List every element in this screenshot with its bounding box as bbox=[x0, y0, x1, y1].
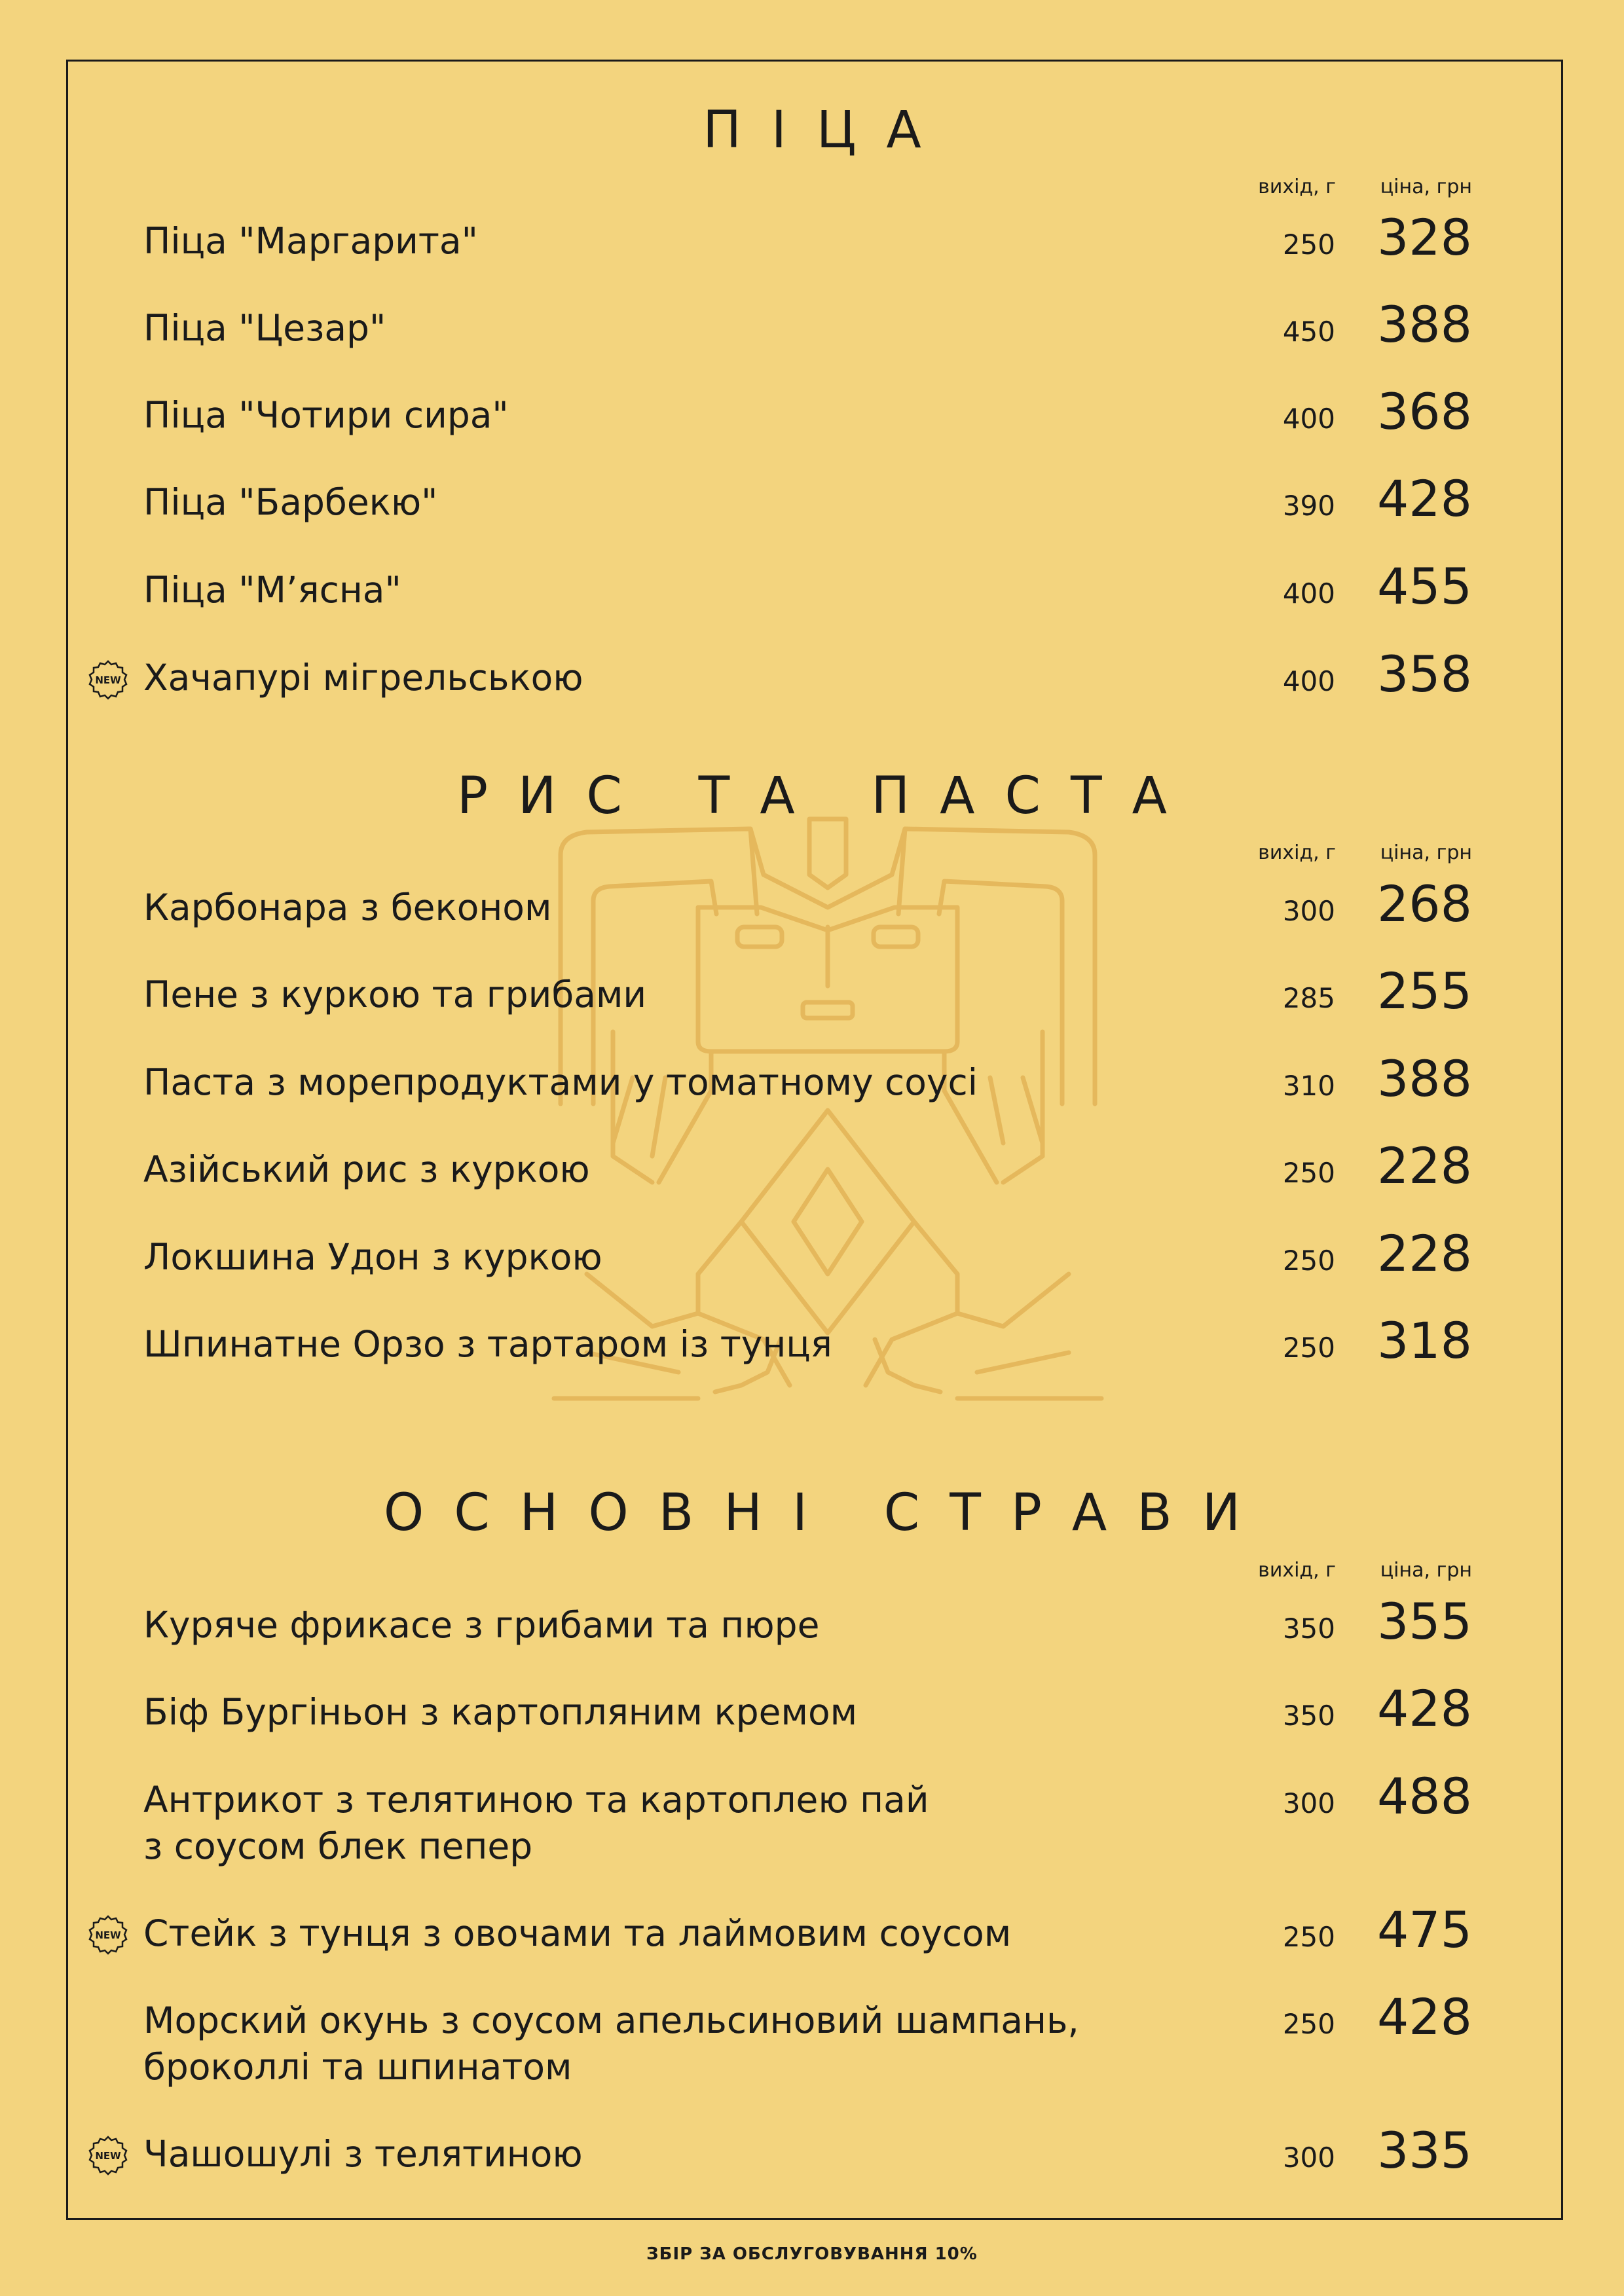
column-header-weight: вихід, г bbox=[1258, 1559, 1336, 1582]
menu-item-price: 228 bbox=[1376, 1224, 1472, 1283]
new-badge-label: NEW bbox=[95, 1929, 121, 1941]
menu-item-price: 455 bbox=[1376, 557, 1472, 615]
menu-item-price: 475 bbox=[1376, 1901, 1472, 1959]
menu-item-weight: 400 bbox=[1282, 577, 1335, 610]
menu-item-name: Антрикот з телятиною та картоплею пай bbox=[143, 1779, 929, 1821]
menu-item-name: Піца "М’ясна" bbox=[143, 569, 401, 611]
menu-item-name: Локшина Удон з куркою bbox=[143, 1236, 602, 1278]
menu-item-name: Чашошулі з телятиною bbox=[143, 2133, 583, 2175]
new-badge-icon bbox=[88, 1915, 128, 1956]
menu-item-price: 255 bbox=[1376, 962, 1472, 1020]
menu-item-name: Шпинатне Орзо з тартаром із тунця bbox=[143, 1323, 832, 1365]
menu-item-price: 318 bbox=[1376, 1311, 1472, 1370]
column-header-price: ціна, грн bbox=[1380, 175, 1472, 198]
menu-item-weight: 300 bbox=[1282, 895, 1335, 927]
menu-item-weight: 350 bbox=[1282, 1700, 1335, 1732]
section-title-rice-pasta: РИС ТА ПАСТА bbox=[457, 767, 1197, 826]
menu-item-weight: 300 bbox=[1282, 2141, 1335, 2174]
column-header-price: ціна, грн bbox=[1380, 1559, 1472, 1582]
menu-item-price: 355 bbox=[1376, 1592, 1472, 1650]
menu-item-name: Піца "Барбекю" bbox=[143, 481, 438, 523]
menu-item-name: Піца "Цезар" bbox=[143, 307, 386, 349]
menu-item-name: Пене з куркою та грибами bbox=[143, 974, 647, 1015]
menu-item-weight: 390 bbox=[1282, 490, 1335, 522]
menu-item-weight: 285 bbox=[1282, 982, 1335, 1014]
menu-item-price: 428 bbox=[1376, 1988, 1472, 2046]
menu-item-price: 428 bbox=[1376, 469, 1472, 528]
menu-item-weight: 350 bbox=[1282, 1613, 1335, 1645]
column-header-weight: вихід, г bbox=[1258, 175, 1336, 198]
menu-item-weight: 250 bbox=[1282, 2008, 1335, 2040]
menu-item-weight: 250 bbox=[1282, 1921, 1335, 1953]
new-badge-label: NEW bbox=[95, 674, 121, 686]
menu-item-name: Піца "Чотири сира" bbox=[143, 394, 509, 436]
service-charge-note: ЗБІР ЗА ОБСЛУГОВУВАННЯ 10% bbox=[646, 2244, 978, 2264]
menu-item-weight: 250 bbox=[1282, 228, 1335, 261]
menu-item-name: Карбонара з беконом bbox=[143, 886, 552, 928]
new-badge-icon bbox=[88, 2136, 128, 2176]
menu-item-price: 358 bbox=[1376, 645, 1472, 703]
section-title-main-dishes: ОСНОВНІ СТРАВИ bbox=[383, 1484, 1271, 1542]
menu-item-name-line2: броколлі та шпинатом bbox=[143, 2046, 572, 2088]
menu-item-weight: 250 bbox=[1282, 1157, 1335, 1189]
menu-item-name: Куряче фрикасе з грибами та пюре bbox=[143, 1604, 820, 1646]
menu-item-name: Біф Бургіньон з картопляним кремом bbox=[143, 1691, 858, 1733]
menu-item-name: Паста з морепродуктами у томатному соусі bbox=[143, 1061, 978, 1103]
menu-item-name: Стейк з тунця з овочами та лаймовим соусом bbox=[143, 1912, 1012, 1954]
menu-item-weight: 250 bbox=[1282, 1245, 1335, 1277]
menu-item-price: 228 bbox=[1376, 1137, 1472, 1195]
menu-item-weight: 250 bbox=[1282, 1332, 1335, 1364]
menu-item-price: 388 bbox=[1376, 1049, 1472, 1108]
menu-item-price: 428 bbox=[1376, 1679, 1472, 1738]
menu-item-price: 488 bbox=[1376, 1767, 1472, 1825]
menu-item-name-line2: з соусом блек пепер bbox=[143, 1825, 533, 1867]
menu-item-name: Морский окунь з соусом апельсиновий шампань, bbox=[143, 1999, 1079, 2041]
menu-item-name: Хачапурі мігрельською bbox=[143, 657, 583, 699]
menu-item-name: Азійський рис з куркою bbox=[143, 1148, 590, 1190]
column-header-price: ціна, грн bbox=[1380, 841, 1472, 864]
column-header-weight: вихід, г bbox=[1258, 841, 1336, 864]
menu-item-weight: 400 bbox=[1282, 665, 1335, 697]
menu-item-weight: 300 bbox=[1282, 1787, 1335, 1819]
menu-item-price: 388 bbox=[1376, 295, 1472, 354]
new-badge-icon bbox=[88, 660, 128, 701]
new-badge-label: NEW bbox=[95, 2150, 121, 2162]
menu-item-price: 268 bbox=[1376, 875, 1472, 933]
menu-item-weight: 400 bbox=[1282, 403, 1335, 435]
menu-item-weight: 450 bbox=[1282, 316, 1335, 348]
emblem-watermark-icon bbox=[547, 816, 1108, 1402]
menu-item-price: 335 bbox=[1376, 2121, 1472, 2179]
section-title-pizza: ПІЦА bbox=[703, 101, 951, 160]
menu-item-weight: 310 bbox=[1282, 1070, 1335, 1102]
menu-item-name: Піца "Маргарита" bbox=[143, 220, 478, 262]
menu-item-price: 368 bbox=[1376, 382, 1472, 441]
menu-item-price: 328 bbox=[1376, 208, 1472, 266]
